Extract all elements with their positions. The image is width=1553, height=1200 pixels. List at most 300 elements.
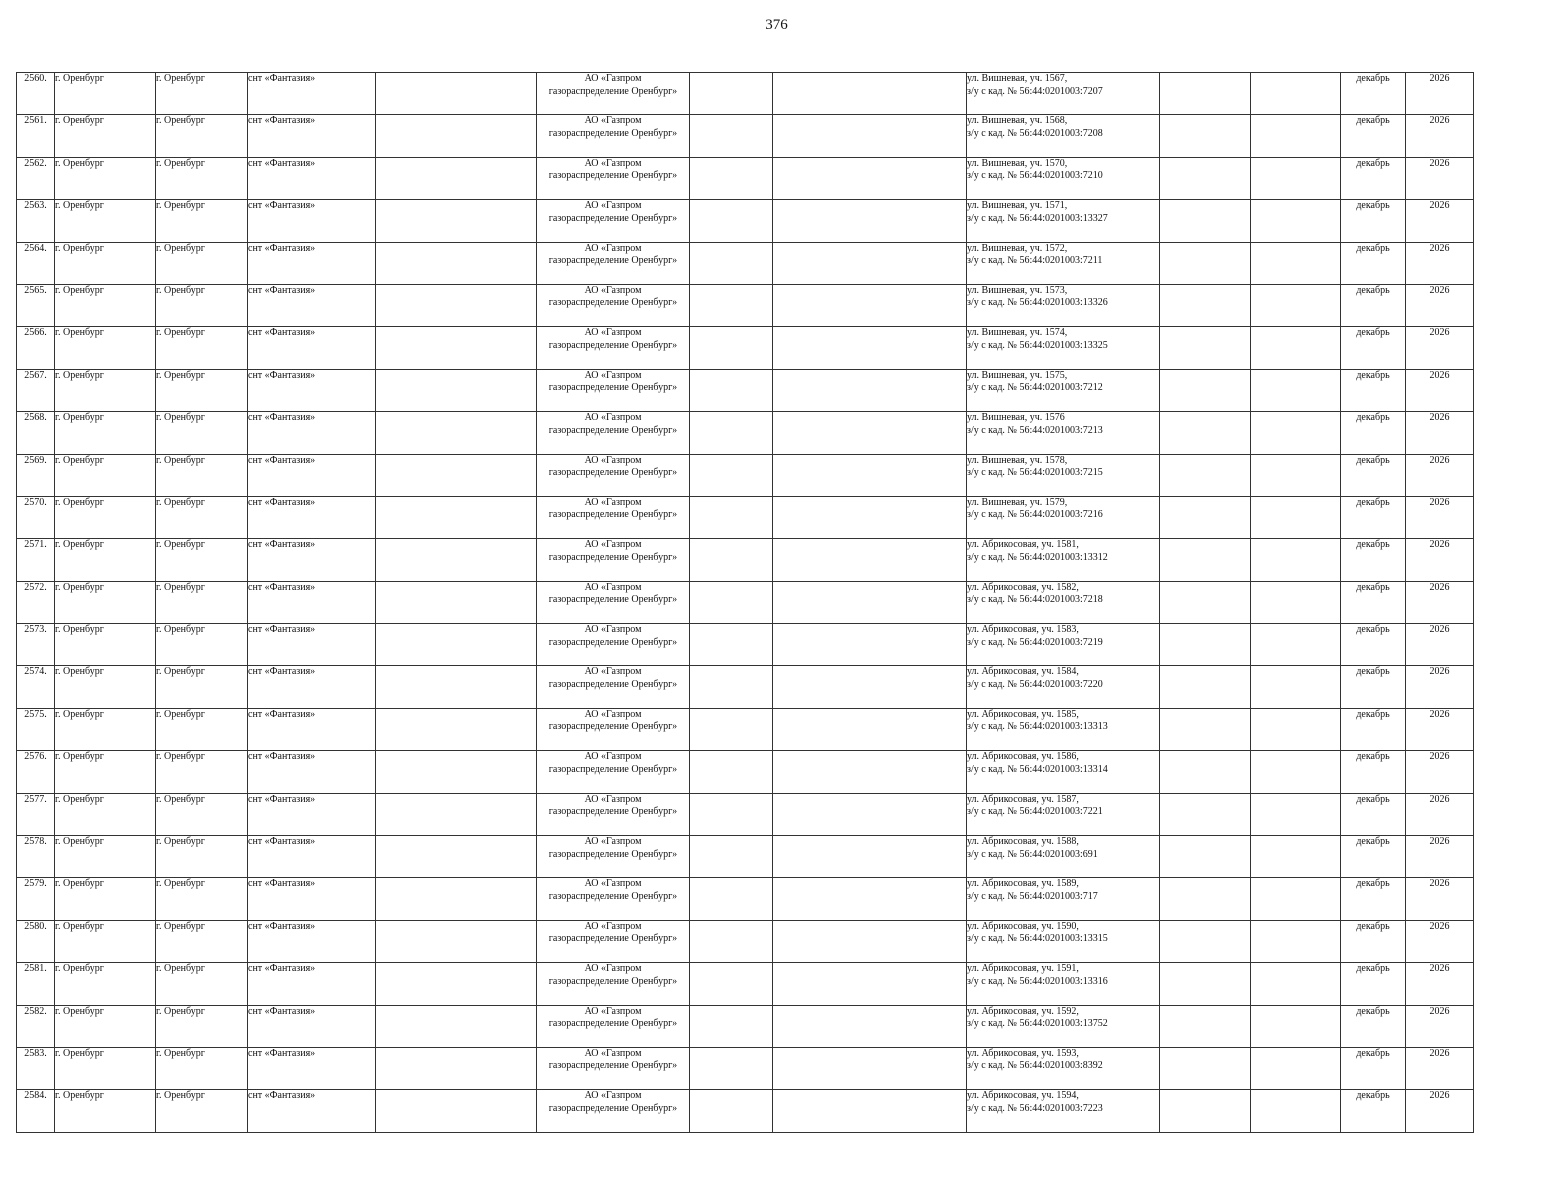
snt-cell xyxy=(248,1090,376,1132)
month: декабрь xyxy=(1356,624,1390,636)
empty-cell xyxy=(1251,284,1341,326)
organization-line-1: АО «Газпром xyxy=(584,157,642,169)
address-cell xyxy=(967,200,1160,242)
municipality: г. Оренбург xyxy=(55,666,104,678)
empty-cell xyxy=(1251,157,1341,199)
municipality: г. Оренбург xyxy=(55,836,104,848)
address-cell xyxy=(967,878,1160,920)
empty-cell xyxy=(1160,327,1251,369)
organization-line-2: газораспределение Оренбург» xyxy=(548,127,678,139)
month-cell xyxy=(1341,963,1406,1005)
municipality-cell xyxy=(55,836,156,878)
empty-cell xyxy=(1160,115,1251,157)
organization-cell xyxy=(537,412,690,454)
row-number-cell xyxy=(17,369,55,411)
organization-line-2: газораспределение Оренбург» xyxy=(548,85,678,97)
municipality-cell xyxy=(55,539,156,581)
table-row xyxy=(17,412,1474,454)
table-row xyxy=(17,793,1474,835)
snt-cell xyxy=(248,666,376,708)
empty-cell xyxy=(773,624,967,666)
address-cadastral: з/у с кад. № 56:44:0201003:7208 xyxy=(967,127,1103,139)
empty-cell xyxy=(773,878,967,920)
empty-cell xyxy=(1160,496,1251,538)
month: декабрь xyxy=(1356,963,1390,975)
municipality-cell xyxy=(55,878,156,920)
municipality: г. Оренбург xyxy=(55,242,104,254)
row-number: 2581. xyxy=(24,963,47,975)
empty-cell xyxy=(690,666,773,708)
empty-cell xyxy=(1160,624,1251,666)
row-number: 2564. xyxy=(24,242,47,254)
empty-cell xyxy=(1251,539,1341,581)
empty-cell xyxy=(773,708,967,750)
address-street: ул. Абрикосовая, уч. 1591, xyxy=(967,963,1079,975)
row-number: 2579. xyxy=(24,878,47,890)
empty-cell xyxy=(376,284,537,326)
month: декабрь xyxy=(1356,412,1390,424)
empty-cell xyxy=(376,624,537,666)
address-cadastral: з/у с кад. № 56:44:0201003:13327 xyxy=(967,212,1108,224)
empty-cell xyxy=(773,666,967,708)
empty-cell xyxy=(1251,200,1341,242)
municipality: г. Оренбург xyxy=(55,1047,104,1059)
year-cell xyxy=(1406,920,1474,962)
table-row xyxy=(17,369,1474,411)
empty-cell xyxy=(1251,115,1341,157)
snt-cell xyxy=(248,878,376,920)
month: декабрь xyxy=(1356,73,1390,84)
organization-line-2: газораспределение Оренбург» xyxy=(548,382,678,394)
settlement-cell xyxy=(156,242,248,284)
address-street: ул. Абрикосовая, уч. 1589, xyxy=(967,878,1079,890)
empty-cell xyxy=(1251,1047,1341,1089)
organization-line-1: АО «Газпром xyxy=(584,1090,642,1102)
empty-cell xyxy=(1251,793,1341,835)
municipality-cell xyxy=(55,412,156,454)
organization-line-1: АО «Газпром xyxy=(584,1047,642,1059)
empty-cell xyxy=(773,963,967,1005)
municipality: г. Оренбург xyxy=(55,496,104,508)
page-number: 376 xyxy=(765,17,788,33)
municipality: г. Оренбург xyxy=(55,751,104,763)
empty-cell xyxy=(1251,73,1341,115)
month: декабрь xyxy=(1356,581,1390,593)
month: декабрь xyxy=(1356,496,1390,508)
year-cell xyxy=(1406,1005,1474,1047)
organization-line-1: АО «Газпром xyxy=(584,708,642,720)
month-cell xyxy=(1341,284,1406,326)
empty-cell xyxy=(1251,920,1341,962)
empty-cell xyxy=(1251,836,1341,878)
settlement: г. Оренбург xyxy=(156,624,205,636)
year: 2026 xyxy=(1429,242,1450,254)
organization-cell xyxy=(537,157,690,199)
empty-cell xyxy=(1251,242,1341,284)
table-row xyxy=(17,581,1474,623)
year: 2026 xyxy=(1429,369,1450,381)
empty-cell xyxy=(1251,327,1341,369)
month: декабрь xyxy=(1356,751,1390,763)
row-number-cell xyxy=(17,920,55,962)
settlement-cell xyxy=(156,624,248,666)
organization-line-1: АО «Газпром xyxy=(584,878,642,890)
settlement-cell xyxy=(156,369,248,411)
settlement: г. Оренбург xyxy=(156,666,205,678)
year: 2026 xyxy=(1429,666,1450,678)
empty-cell xyxy=(1160,581,1251,623)
settlement: г. Оренбург xyxy=(156,115,205,127)
address-cadastral: з/у с кад. № 56:44:0201003:13326 xyxy=(967,297,1108,309)
year: 2026 xyxy=(1429,496,1450,508)
empty-cell xyxy=(690,115,773,157)
row-number: 2580. xyxy=(24,920,47,932)
address-cell xyxy=(967,157,1160,199)
empty-cell xyxy=(1251,454,1341,496)
address-cell xyxy=(967,836,1160,878)
empty-cell xyxy=(690,157,773,199)
empty-cell xyxy=(690,963,773,1005)
address-street: ул. Вишневая, уч. 1568, xyxy=(967,115,1068,127)
organization-line-1: АО «Газпром xyxy=(584,836,642,848)
address-cell xyxy=(967,73,1160,115)
organization-line-2: газораспределение Оренбург» xyxy=(548,678,678,690)
empty-cell xyxy=(376,157,537,199)
settlement-cell xyxy=(156,751,248,793)
empty-cell xyxy=(1251,963,1341,1005)
settlement: г. Оренбург xyxy=(156,369,205,381)
empty-cell xyxy=(1251,624,1341,666)
address-cadastral: з/у с кад. № 56:44:0201003:7210 xyxy=(967,170,1103,182)
settlement: г. Оренбург xyxy=(156,1047,205,1059)
address-street: ул. Вишневая, уч. 1576 xyxy=(967,412,1065,424)
snt-cell xyxy=(248,920,376,962)
organization-cell xyxy=(537,1047,690,1089)
snt-name: снт «Фантазия» xyxy=(248,369,316,381)
month: декабрь xyxy=(1356,1090,1390,1102)
settlement-cell xyxy=(156,157,248,199)
municipality: г. Оренбург xyxy=(55,1090,104,1102)
month-cell xyxy=(1341,666,1406,708)
month-cell xyxy=(1341,242,1406,284)
row-number: 2582. xyxy=(24,1005,47,1017)
month: декабрь xyxy=(1356,708,1390,720)
empty-cell xyxy=(773,751,967,793)
address-cadastral: з/у с кад. № 56:44:0201003:7213 xyxy=(967,424,1103,436)
empty-cell xyxy=(690,624,773,666)
empty-cell xyxy=(690,920,773,962)
municipality-cell xyxy=(55,327,156,369)
table-row xyxy=(17,115,1474,157)
address-cadastral: з/у с кад. № 56:44:0201003:7207 xyxy=(967,85,1103,97)
empty-cell xyxy=(773,115,967,157)
month-cell xyxy=(1341,581,1406,623)
organization-cell xyxy=(537,496,690,538)
empty-cell xyxy=(773,242,967,284)
organization-line-1: АО «Газпром xyxy=(584,920,642,932)
row-number-cell xyxy=(17,327,55,369)
snt-name: снт «Фантазия» xyxy=(248,708,316,720)
settlement-cell xyxy=(156,412,248,454)
municipality: г. Оренбург xyxy=(55,1005,104,1017)
empty-cell xyxy=(1251,666,1341,708)
month: декабрь xyxy=(1356,878,1390,890)
year-cell xyxy=(1406,878,1474,920)
municipality: г. Оренбург xyxy=(55,200,104,212)
table-row xyxy=(17,1005,1474,1047)
organization-line-1: АО «Газпром xyxy=(584,539,642,551)
organization-line-1: АО «Газпром xyxy=(584,284,642,296)
table-row xyxy=(17,73,1474,115)
row-number: 2576. xyxy=(24,751,47,763)
municipality: г. Оренбург xyxy=(55,708,104,720)
municipality-cell xyxy=(55,624,156,666)
row-number-cell xyxy=(17,1047,55,1089)
empty-cell xyxy=(690,581,773,623)
snt-name: снт «Фантазия» xyxy=(248,1005,316,1017)
settlement-cell xyxy=(156,115,248,157)
municipality: г. Оренбург xyxy=(55,963,104,975)
month-cell xyxy=(1341,624,1406,666)
address-cadastral: з/у с кад. № 56:44:0201003:13316 xyxy=(967,975,1108,987)
row-number: 2565. xyxy=(24,284,47,296)
address-cadastral: з/у с кад. № 56:44:0201003:13313 xyxy=(967,721,1108,733)
organization-line-1: АО «Газпром xyxy=(584,115,642,127)
snt-cell xyxy=(248,284,376,326)
row-number-cell xyxy=(17,1090,55,1132)
address-cadastral: з/у с кад. № 56:44:0201003:13314 xyxy=(967,763,1108,775)
empty-cell xyxy=(690,793,773,835)
month-cell xyxy=(1341,369,1406,411)
address-cell xyxy=(967,412,1160,454)
snt-name: снт «Фантазия» xyxy=(248,157,316,169)
municipality-cell xyxy=(55,454,156,496)
snt-name: снт «Фантазия» xyxy=(248,242,316,254)
year: 2026 xyxy=(1429,1090,1450,1102)
year-cell xyxy=(1406,708,1474,750)
snt-name: снт «Фантазия» xyxy=(248,624,316,636)
year-cell xyxy=(1406,836,1474,878)
address-cadastral: з/у с кад. № 56:44:0201003:7221 xyxy=(967,806,1103,818)
row-number-cell xyxy=(17,200,55,242)
address-cell xyxy=(967,920,1160,962)
month-cell xyxy=(1341,496,1406,538)
organization-line-1: АО «Газпром xyxy=(584,496,642,508)
year: 2026 xyxy=(1429,284,1450,296)
settlement-cell xyxy=(156,793,248,835)
municipality-cell xyxy=(55,666,156,708)
empty-cell xyxy=(690,73,773,115)
empty-cell xyxy=(773,836,967,878)
municipality-cell xyxy=(55,369,156,411)
year-cell xyxy=(1406,242,1474,284)
empty-cell xyxy=(690,496,773,538)
empty-cell xyxy=(773,369,967,411)
empty-cell xyxy=(773,454,967,496)
snt-name: снт «Фантазия» xyxy=(248,115,316,127)
address-street: ул. Вишневая, уч. 1575, xyxy=(967,369,1068,381)
empty-cell xyxy=(1251,708,1341,750)
empty-cell xyxy=(376,581,537,623)
address-cadastral: з/у с кад. № 56:44:0201003:7212 xyxy=(967,382,1103,394)
year: 2026 xyxy=(1429,878,1450,890)
settlement-cell xyxy=(156,666,248,708)
municipality: г. Оренбург xyxy=(55,157,104,169)
year-cell xyxy=(1406,624,1474,666)
row-number: 2572. xyxy=(24,581,47,593)
month-cell xyxy=(1341,708,1406,750)
empty-cell xyxy=(1160,920,1251,962)
year-cell xyxy=(1406,666,1474,708)
row-number-cell xyxy=(17,242,55,284)
municipality: г. Оренбург xyxy=(55,581,104,593)
organization-line-1: АО «Газпром xyxy=(584,1005,642,1017)
month-cell xyxy=(1341,454,1406,496)
snt-cell xyxy=(248,73,376,115)
snt-cell xyxy=(248,624,376,666)
municipality: г. Оренбург xyxy=(55,539,104,551)
year-cell xyxy=(1406,496,1474,538)
row-number: 2584. xyxy=(24,1090,47,1102)
snt-name: снт «Фантазия» xyxy=(248,793,316,805)
row-number-cell xyxy=(17,454,55,496)
empty-cell xyxy=(1160,284,1251,326)
snt-cell xyxy=(248,539,376,581)
empty-cell xyxy=(773,1047,967,1089)
municipality: г. Оренбург xyxy=(55,878,104,890)
settlement: г. Оренбург xyxy=(156,708,205,720)
empty-cell xyxy=(376,242,537,284)
address-cell xyxy=(967,284,1160,326)
year: 2026 xyxy=(1429,200,1450,212)
settlement: г. Оренбург xyxy=(156,581,205,593)
empty-cell xyxy=(1251,496,1341,538)
empty-cell xyxy=(1160,666,1251,708)
address-street: ул. Вишневая, уч. 1572, xyxy=(967,242,1068,254)
year-cell xyxy=(1406,369,1474,411)
month: декабрь xyxy=(1356,1005,1390,1017)
settlement: г. Оренбург xyxy=(156,157,205,169)
organization-cell xyxy=(537,284,690,326)
month: декабрь xyxy=(1356,157,1390,169)
address-cadastral: з/у с кад. № 56:44:0201003:13752 xyxy=(967,1018,1108,1030)
organization-line-1: АО «Газпром xyxy=(584,369,642,381)
organization-line-1: АО «Газпром xyxy=(584,624,642,636)
table-row xyxy=(17,836,1474,878)
empty-cell xyxy=(1160,539,1251,581)
month-cell xyxy=(1341,1005,1406,1047)
month-cell xyxy=(1341,115,1406,157)
row-number-cell xyxy=(17,581,55,623)
row-number: 2566. xyxy=(24,327,47,339)
empty-cell xyxy=(690,242,773,284)
address-cell xyxy=(967,1047,1160,1089)
snt-cell xyxy=(248,708,376,750)
year-cell xyxy=(1406,751,1474,793)
settlement-cell xyxy=(156,1090,248,1132)
organization-cell xyxy=(537,539,690,581)
address-cadastral: з/у с кад. № 56:44:0201003:717 xyxy=(967,890,1098,902)
address-street: ул. Абрикосовая, уч. 1584, xyxy=(967,666,1079,678)
snt-cell xyxy=(248,793,376,835)
organization-line-2: газораспределение Оренбург» xyxy=(548,890,678,902)
year-cell xyxy=(1406,963,1474,1005)
month-cell xyxy=(1341,412,1406,454)
table-body xyxy=(17,73,1474,1133)
empty-cell xyxy=(773,793,967,835)
table-row xyxy=(17,1047,1474,1089)
address-cell xyxy=(967,115,1160,157)
row-number: 2575. xyxy=(24,708,47,720)
snt-cell xyxy=(248,581,376,623)
year: 2026 xyxy=(1429,836,1450,848)
address-cell xyxy=(967,751,1160,793)
municipality-cell xyxy=(55,1090,156,1132)
address-cell xyxy=(967,242,1160,284)
month: декабрь xyxy=(1356,284,1390,296)
year-cell xyxy=(1406,157,1474,199)
organization-line-2: газораспределение Оренбург» xyxy=(548,339,678,351)
empty-cell xyxy=(690,284,773,326)
table-row xyxy=(17,1090,1474,1132)
organization-line-1: АО «Газпром xyxy=(584,666,642,678)
address-street: ул. Абрикосовая, уч. 1582, xyxy=(967,581,1079,593)
month-cell xyxy=(1341,878,1406,920)
snt-cell xyxy=(248,454,376,496)
organization-line-2: газораспределение Оренбург» xyxy=(548,509,678,521)
snt-cell xyxy=(248,412,376,454)
row-number: 2571. xyxy=(24,539,47,551)
empty-cell xyxy=(690,878,773,920)
empty-cell xyxy=(773,200,967,242)
empty-cell xyxy=(376,793,537,835)
empty-cell xyxy=(376,751,537,793)
snt-cell xyxy=(248,836,376,878)
address-street: ул. Вишневая, уч. 1578, xyxy=(967,454,1068,466)
municipality-cell xyxy=(55,284,156,326)
address-street: ул. Абрикосовая, уч. 1593, xyxy=(967,1047,1079,1059)
year: 2026 xyxy=(1429,539,1450,551)
snt-name: снт «Фантазия» xyxy=(248,963,316,975)
table-row xyxy=(17,920,1474,962)
empty-cell xyxy=(690,708,773,750)
year: 2026 xyxy=(1429,708,1450,720)
snt-cell xyxy=(248,1047,376,1089)
empty-cell xyxy=(376,963,537,1005)
address-cadastral: з/у с кад. № 56:44:0201003:7219 xyxy=(967,636,1103,648)
address-street: ул. Вишневая, уч. 1570, xyxy=(967,157,1068,169)
address-cell xyxy=(967,666,1160,708)
row-number: 2568. xyxy=(24,412,47,424)
address-street: ул. Абрикосовая, уч. 1586, xyxy=(967,751,1079,763)
month-cell xyxy=(1341,539,1406,581)
row-number: 2561. xyxy=(24,115,47,127)
empty-cell xyxy=(690,1005,773,1047)
address-street: ул. Абрикосовая, уч. 1592, xyxy=(967,1005,1079,1017)
municipality-cell xyxy=(55,73,156,115)
month: декабрь xyxy=(1356,1047,1390,1059)
municipality: г. Оренбург xyxy=(55,920,104,932)
row-number-cell xyxy=(17,496,55,538)
month: декабрь xyxy=(1356,836,1390,848)
settlement: г. Оренбург xyxy=(156,73,205,84)
row-number-cell xyxy=(17,793,55,835)
address-cell xyxy=(967,1005,1160,1047)
empty-cell xyxy=(376,1047,537,1089)
empty-cell xyxy=(690,836,773,878)
row-number-cell xyxy=(17,412,55,454)
settlement-cell xyxy=(156,708,248,750)
